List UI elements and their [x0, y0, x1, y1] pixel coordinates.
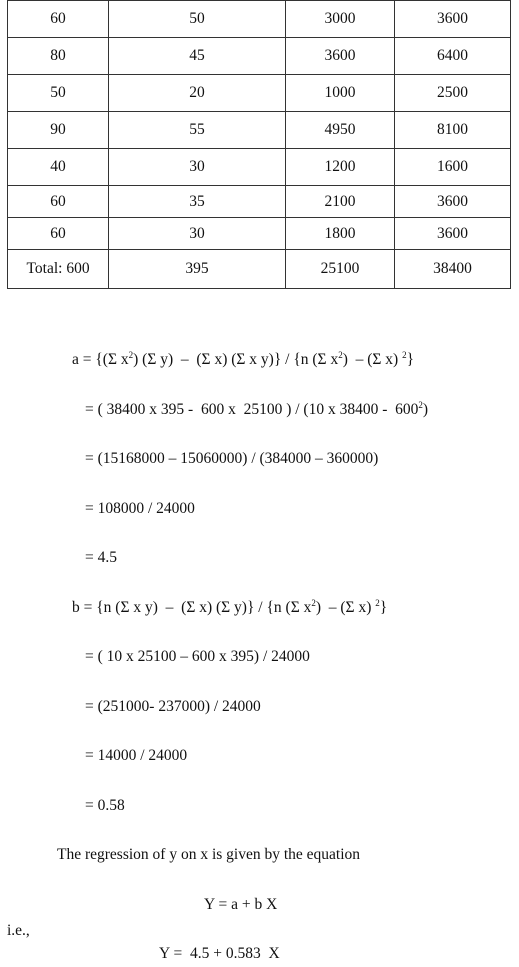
table-cell: 1200: [286, 149, 395, 186]
a-result: = 4.5: [85, 549, 117, 566]
ie-label: i.e.,: [7, 922, 30, 939]
table-row: [8, 75, 511, 112]
b-result: = 0.58: [85, 797, 125, 814]
table-cell: 1000: [286, 75, 395, 112]
table-total-row: [8, 250, 511, 289]
table-cell: 6400: [395, 38, 511, 75]
table-cell: 30: [109, 149, 286, 186]
table-cell: 3600: [395, 218, 511, 250]
b-step-2: = (251000- 237000) / 24000: [85, 698, 261, 715]
table-cell: 1600: [395, 149, 511, 186]
table-total-cell: Total: 600: [8, 250, 109, 289]
table-row: [8, 1, 511, 38]
b-step-3: = 14000 / 24000: [85, 747, 188, 764]
a-step-2: = (15168000 – 15060000) / (384000 – 360000): [85, 450, 379, 467]
table-cell: 2100: [286, 186, 395, 218]
table-cell: 80: [8, 38, 109, 75]
table-cell: 30: [109, 218, 286, 250]
a-step-1: = ( 38400 x 395 - 600 x 25100 ) / (10 x $38400 - 600^2$): [85, 400, 429, 418]
table-cell: 4950: [286, 112, 395, 149]
final-equation: Y = 4.5 + 0.583 X: [159, 945, 280, 962]
table-row: [8, 186, 511, 218]
table-cell: 50: [8, 75, 109, 112]
conclusion-sentence: The regression of y on x is given by the equation: [57, 846, 361, 863]
table-cell: 2500: [395, 75, 511, 112]
b-formula: b = {n (Σ x y) – (Σ x) (Σ y)} / {n (Σ $x^2) - (\Sigma$ x) $^2$}: [72, 598, 388, 616]
table-cell: 60: [8, 186, 109, 218]
table-total-cell: 395: [109, 250, 286, 289]
table-cell: 3600: [395, 186, 511, 218]
a-step-3: = 108000 / 24000: [85, 500, 195, 517]
table-cell: 3000: [286, 1, 395, 38]
table-cell: 1800: [286, 218, 395, 250]
table-row: [8, 112, 511, 149]
data-table: [7, 0, 511, 289]
table-cell: 90: [8, 112, 109, 149]
general-equation: Y = a + b X: [204, 896, 278, 913]
table-cell: 45: [109, 38, 286, 75]
table-row: [8, 38, 511, 75]
table-cell: 40: [8, 149, 109, 186]
table-total-cell: 38400: [395, 250, 511, 289]
table-cell: 3600: [286, 38, 395, 75]
table-cell: 60: [8, 1, 109, 38]
table-row: [8, 218, 511, 250]
table-cell: 3600: [395, 1, 511, 38]
table-row: [8, 149, 511, 186]
table-cell: 20: [109, 75, 286, 112]
a-formula: a = {(Σ $x^2$) (Σ y) – (Σ x) (Σ x y)} / {n (Σ $x^2) - (\Sigma$ x) $^2$}: [72, 350, 415, 368]
table-cell: 50: [109, 1, 286, 38]
table-total-cell: 25100: [286, 250, 395, 289]
table-cell: 8100: [395, 112, 511, 149]
table-cell: 60: [8, 218, 109, 250]
table-cell: 35: [109, 186, 286, 218]
b-step-1: = ( 10 x 25100 – 600 x 395) / 24000: [85, 648, 310, 665]
table-cell: 55: [109, 112, 286, 149]
